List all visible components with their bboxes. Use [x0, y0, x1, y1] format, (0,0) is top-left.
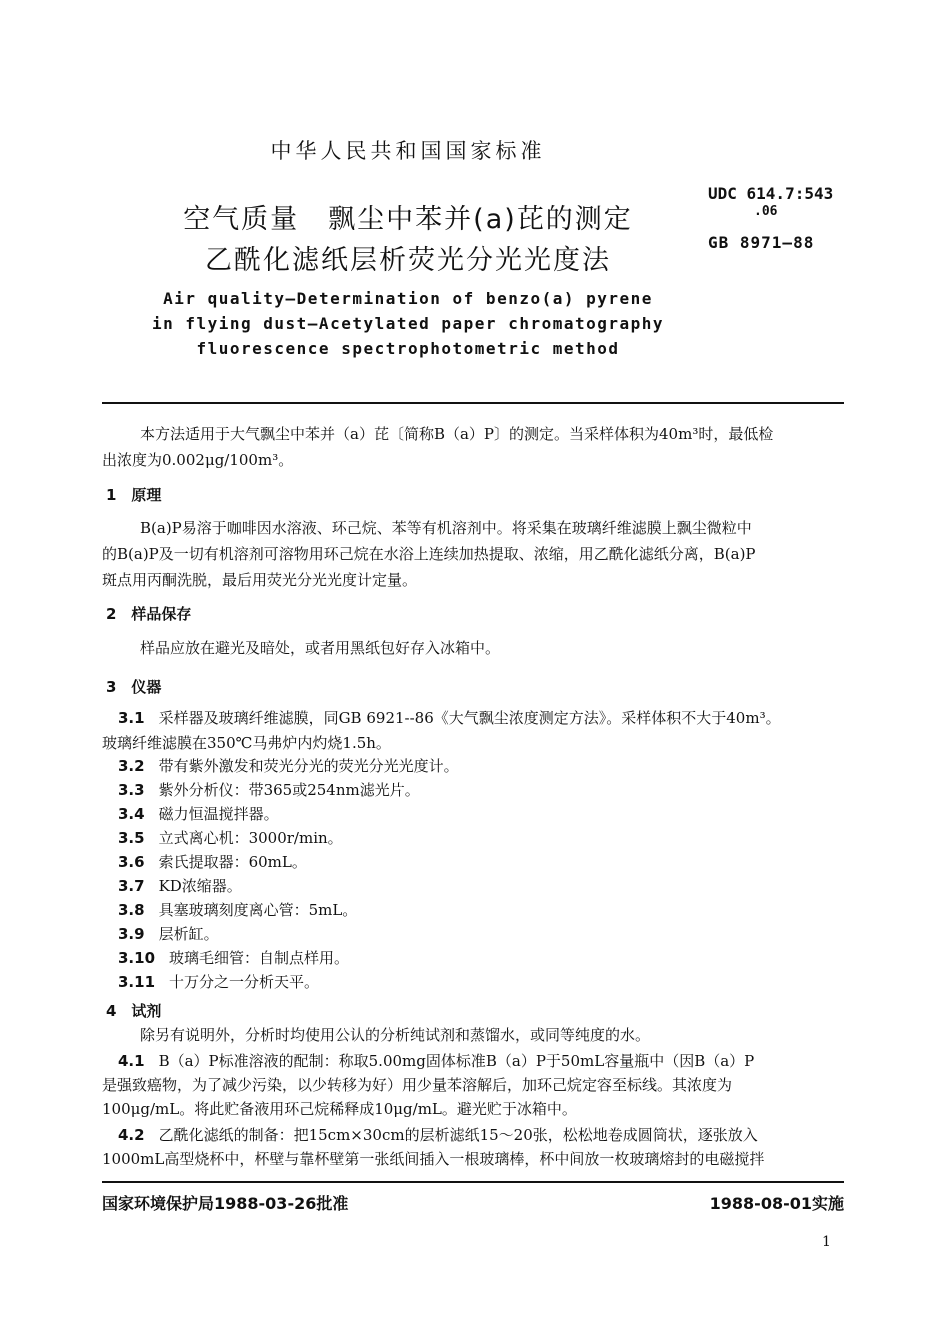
list-item [118, 900, 357, 920]
list-item [118, 1125, 758, 1145]
paragraph-line: 样品应放在避光及暗处，或者用黑纸包好存入冰箱中。 [140, 639, 501, 657]
item-text: 紫外分析仪：带365或254nm滤光片。 [158, 781, 420, 799]
list-item-continuation: 玻璃纤维滤膜在350℃马弗炉内灼烧1.5h。 [102, 734, 391, 752]
item-number: 3.1 [118, 709, 145, 727]
udc-code: UDC 614.7:543 [708, 184, 834, 203]
title-en-line3: fluorescence spectrophotometric method [196, 339, 620, 358]
item-text: 乙酰化滤纸的制备：把15cm×30cm的层析滤纸15～20张，松松地卷成圆筒状，逐张放入 [158, 1126, 758, 1144]
list-item [118, 780, 420, 800]
item-number: 3.3 [118, 781, 145, 799]
footer-divider [102, 1181, 844, 1183]
implementation-date: 1988-08-01实施 [709, 1194, 844, 1213]
list-item [118, 924, 219, 944]
item-number: 3.6 [118, 853, 145, 871]
list-item [118, 804, 279, 824]
item-text: KD浓缩器。 [158, 877, 242, 895]
item-text: B（a）P标准溶液的配制：称取5.00mg固体标准B（a）P于50mL容量瓶中（因B（a）P [158, 1052, 755, 1070]
paragraph-line: 1000mL高型烧杯中，杯壁与靠杯壁第一张纸间插入一根玻璃棒，杯中间放一枚玻璃熔封的电磁搅拌 [102, 1150, 765, 1168]
paragraph-line: 的B(a)P及一切有机溶剂可溶物用环己烷在水浴上连续加热提取、浓缩，用乙酰化滤纸分离，B(a)P [102, 545, 756, 563]
list-item [118, 972, 319, 992]
intro-line: 出浓度为0.002μg/100m³。 [102, 451, 294, 469]
item-text: 索氏提取器：60mL。 [158, 853, 307, 871]
item-number: 3.8 [118, 901, 145, 919]
item-number: 3.2 [118, 757, 145, 775]
list-item [118, 708, 781, 728]
item-number: 3.4 [118, 805, 145, 823]
paragraph-line: 斑点用丙酮洗脱，最后用荧光分光光度计定量。 [102, 571, 418, 589]
title-en-line1: Air quality—Determination of benzo(a) pyrene [163, 289, 653, 308]
item-text: 采样器及玻璃纤维滤膜，同GB 6921--86《大气飘尘浓度测定方法》。采样体积不大于40m³。 [158, 709, 781, 727]
paragraph-line: 除另有说明外，分析时均使用公认的分析纯试剂和蒸馏水，或同等纯度的水。 [140, 1026, 651, 1044]
title-zh-line2: 乙酰化滤纸层析荧光分光光度法 [205, 245, 611, 276]
item-text: 立式离心机：3000r/min。 [158, 829, 343, 847]
section-heading-principle: 1 原理 [106, 486, 162, 504]
list-item [118, 852, 307, 872]
item-text: 玻璃毛细管：自制点样用。 [169, 949, 350, 967]
item-number: 4.1 [118, 1052, 145, 1070]
item-number: 4.2 [118, 1126, 145, 1144]
list-item [118, 756, 459, 776]
section-heading-sample-storage: 2 样品保存 [106, 605, 192, 623]
page-number: 1 [822, 1234, 831, 1250]
header-divider [102, 402, 844, 404]
item-number: 3.10 [118, 949, 156, 967]
paragraph-line: 100μg/mL。将此贮备液用环己烷稀释成10μg/mL。避光贮于冰箱中。 [102, 1100, 577, 1118]
list-item [118, 876, 242, 896]
list-item [118, 828, 343, 848]
item-text: 带有紫外激发和荧光分光的荧光分光光度计。 [158, 757, 459, 775]
item-text: 磁力恒温搅拌器。 [158, 805, 279, 823]
title-zh-line1: 空气质量 飘尘中苯并(a)芘的测定 [183, 204, 633, 235]
list-item [118, 948, 349, 968]
title-en-line2: in flying dust—Acetylated paper chromatography [151, 314, 665, 333]
item-number: 3.11 [118, 973, 156, 991]
intro-line: 本方法适用于大气飘尘中苯并（a）芘〔简称B（a）P〕的测定。当采样体积为40m³时，最低检 [140, 425, 774, 443]
item-number: 3.7 [118, 877, 145, 895]
gb-number: GB 8971—88 [708, 233, 815, 252]
item-number: 3.9 [118, 925, 145, 943]
section-heading-apparatus: 3 仪器 [106, 678, 162, 696]
paragraph-line: 是强致癌物，为了减少污染，以少转移为好）用少量苯溶解后，加环己烷定容至标线。其浓度为 [102, 1076, 733, 1094]
item-text: 层析缸。 [158, 925, 219, 943]
item-number: 3.5 [118, 829, 145, 847]
paragraph-line: B(a)P易溶于咖啡因水溶液、环己烷、苯等有机溶剂中。将采集在玻璃纤维滤膜上飘尘微粒中 [140, 519, 752, 537]
national-standard-label: 中华人民共和国国家标准 [270, 139, 546, 163]
udc-code-continued: .06 [754, 204, 778, 219]
approval-date: 国家环境保护局1988-03-26批准 [102, 1194, 349, 1213]
list-item [118, 1051, 754, 1071]
section-heading-reagents: 4 试剂 [106, 1002, 162, 1020]
item-text: 十万分之一分析天平。 [169, 973, 320, 991]
item-text: 具塞玻璃刻度离心管：5mL。 [158, 901, 358, 919]
